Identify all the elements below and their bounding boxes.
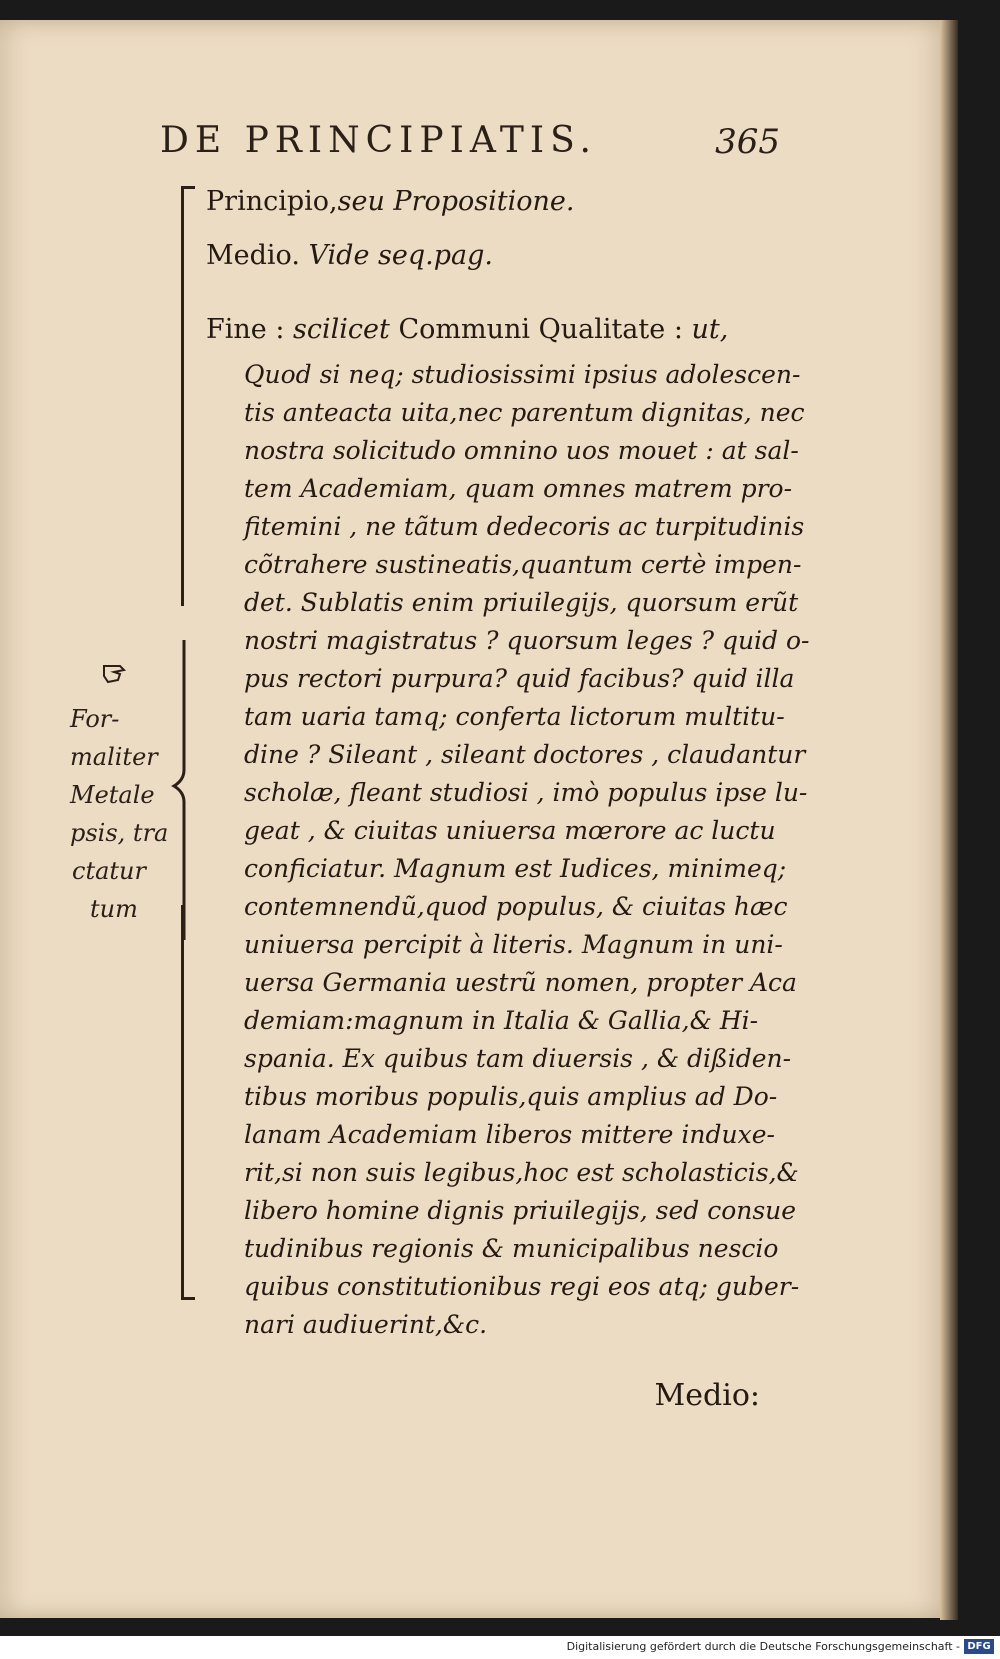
catchword: Medio: — [654, 1378, 760, 1413]
brace-bottom-hook — [181, 1297, 195, 1300]
body-line: conficiatur. Magnum est Iudices, minimeq; — [244, 854, 787, 883]
margin-note-line: For- — [70, 705, 120, 733]
body-line: tem Academiam, quam omnes matrem pro- — [244, 474, 793, 503]
margin-note-line: Metale — [70, 781, 155, 809]
digitization-footer — [0, 1636, 1000, 1659]
body-line: demiam:magnum in Italia & Gallia,& Hi- — [244, 1006, 759, 1035]
margin-note-line: psis, tra — [70, 819, 169, 847]
body-line: libero homine dignis priuilegijs, sed consue — [244, 1196, 797, 1225]
body-line: tam uaria tamq; conferta lictorum multitu- — [244, 702, 785, 731]
body-line: fitemini , ne tãtum dedecoris ac turpitudinis — [244, 512, 805, 541]
footer-credit: Digitalisierung gefördert durch die Deutsche Forschungsgemeinschaft - — [566, 1640, 960, 1653]
outline-fine — [206, 314, 728, 345]
body-line: geat , & ciuitas uniuersa mœrore ac luctu — [244, 816, 776, 845]
fine-rest-italic: scilicet — [293, 314, 390, 345]
medio-label: Medio. — [206, 240, 300, 271]
principio-rest: seu Propositione. — [337, 186, 575, 217]
margin-brace — [170, 640, 192, 940]
outline-brace-upper — [181, 186, 184, 606]
running-head: DE PRINCIPIATIS. — [160, 120, 597, 161]
fine-rest-roman: Communi Qualitate : — [398, 314, 683, 345]
medio-rest: Vide seq.pag. — [308, 240, 493, 271]
body-line: scholæ, fleant studiosi , imò populus ipse lu- — [244, 778, 808, 807]
body-line: pus rectori purpura? quid facibus? quid illa — [244, 664, 795, 693]
body-line: nostra solicitudo omnino uos mouet : at sal- — [244, 436, 799, 465]
page-edge-shadow — [940, 20, 958, 1620]
body-line: uersa Germania uestrũ nomen, propter Aca — [244, 968, 797, 997]
fine-label: Fine : — [206, 314, 285, 345]
body-line: quibus constitutionibus regi eos atq; guber- — [244, 1272, 800, 1301]
body-line: cõtrahere sustineatis,quantum certè impen- — [244, 550, 802, 579]
outline-brace-lower — [181, 905, 184, 1300]
pointing-hand-icon — [100, 660, 128, 688]
margin-note-line: tum — [90, 895, 138, 923]
margin-note-line: ctatur — [72, 857, 146, 885]
body-line: tibus moribus populis,quis amplius ad Do- — [244, 1082, 778, 1111]
body-line: uniuersa percipit à literis. Magnum in uni- — [244, 930, 783, 959]
body-line: nostri magistratus ? quorsum leges ? quid o- — [244, 626, 810, 655]
body-line: tis anteacta uita,nec parentum dignitas, nec — [244, 398, 805, 427]
margin-note — [70, 700, 180, 928]
body-line: det. Sublatis enim priuilegijs, quorsum erũt — [244, 588, 799, 617]
body-line: contemnendũ,quod populus, & ciuitas hæc — [244, 892, 788, 921]
body-line: tudinibus regionis & municipalibus nescio — [244, 1234, 779, 1263]
outline-medio — [206, 240, 493, 271]
body-line: rit,si non suis legibus,hoc est scholasticis,& — [244, 1158, 799, 1187]
dfg-logo: DFG — [964, 1639, 994, 1654]
body-line: Quod si neq; studiosissimi ipsius adolescen- — [244, 360, 801, 389]
body-line: dine ? Sileant , sileant doctores , claudantur — [244, 740, 806, 769]
page-number: 365 — [715, 122, 780, 162]
page-header — [160, 120, 780, 172]
margin-note-line: maliter — [70, 743, 158, 771]
fine-tail: ut, — [691, 314, 729, 345]
body-line: nari audiuerint,&c. — [244, 1310, 488, 1339]
outline-principio — [206, 186, 574, 217]
principio-label: Principio, — [206, 186, 338, 217]
body-line: spania. Ex quibus tam diuersis , & dißiden- — [244, 1044, 792, 1073]
body-line: lanam Academiam liberos mittere induxe- — [244, 1120, 775, 1149]
